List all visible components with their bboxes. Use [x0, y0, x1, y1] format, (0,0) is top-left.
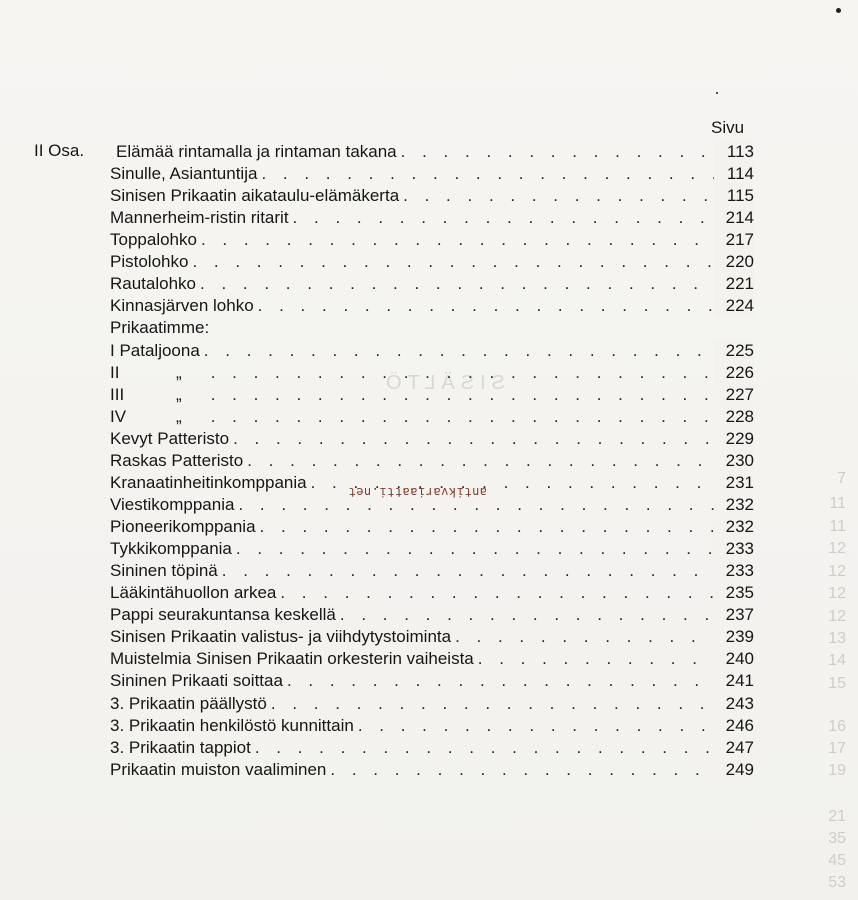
toc-entry-page-number: 240 — [714, 648, 754, 670]
toc-entry-title: Kevyt Patteristo — [110, 429, 230, 448]
watermark-text: antikvariaatti.net — [348, 485, 488, 499]
dot-leader — [451, 626, 754, 648]
toc-entry-page-number: 230 — [714, 450, 754, 472]
show-through-numbers: 16 — [828, 718, 846, 735]
dot-leader — [289, 207, 754, 229]
dot-leader — [354, 715, 754, 737]
toc-entry-page-number: 243 — [714, 693, 754, 715]
dot-leader — [200, 340, 754, 362]
toc-entry-page-number: 247 — [714, 737, 754, 759]
toc-entry-title: Elämää rintamalla ja rintaman takana — [116, 142, 397, 161]
dot-leader — [251, 737, 754, 759]
dot-leader — [207, 406, 754, 428]
show-through-text: SISÄLTÖ — [380, 372, 505, 394]
dot-leader — [229, 428, 754, 450]
toc-entry-title: Toppalohko — [110, 230, 197, 249]
toc-entry — [110, 538, 754, 560]
toc-entry-page-number: 239 — [714, 626, 754, 648]
ink-speck — [716, 92, 718, 94]
toc-entry — [110, 715, 754, 737]
toc-entry-page-number: 233 — [714, 560, 754, 582]
dot-leader — [256, 516, 754, 538]
show-through-numbers: 21 — [828, 808, 846, 825]
toc-entry-title: Kinnasjärven lohko — [110, 296, 254, 315]
dot-leader — [283, 670, 754, 692]
show-through-numbers: 15 — [828, 675, 846, 692]
dot-leader — [234, 494, 754, 516]
toc-entry-title: Pioneerikomppania — [110, 517, 256, 536]
toc-entry-title: Sinisen Prikaatin valistus- ja viihdytystoiminta — [110, 627, 452, 646]
toc-entry-title: Pappi seurakuntansa keskellä — [110, 605, 336, 624]
show-through-numbers: 35 — [828, 830, 846, 847]
dot-leader — [243, 450, 754, 472]
toc-entry-page-number: 249 — [714, 759, 754, 781]
toc-entry-title: 3. Prikaatin henkilöstö kunnittain — [110, 716, 354, 735]
toc-entry — [110, 273, 754, 295]
dot-leader — [207, 384, 754, 406]
toc-entry — [110, 207, 754, 229]
toc-entry-page-number: 225 — [714, 340, 754, 362]
dot-leader — [276, 582, 754, 604]
toc-entry-title: Pistolohko — [110, 252, 189, 271]
toc-entry-page-number: 232 — [714, 516, 754, 538]
toc-entry-title: Prikaatimme: — [110, 318, 210, 337]
show-through-numbers: 53 — [828, 874, 846, 891]
toc-entry-title: Prikaatin muiston vaaliminen — [110, 760, 327, 779]
dot-leader — [218, 560, 754, 582]
toc-entry-title: Kranaatinheitinkomppania — [110, 473, 307, 492]
toc-entry — [110, 163, 754, 185]
show-through-numbers: 13 — [828, 630, 846, 647]
toc-entry-title: Sinulle, Asiantuntija — [110, 164, 258, 183]
toc-entry — [116, 141, 754, 163]
toc-entry-page-number: 226 — [714, 362, 754, 384]
toc-entry — [110, 384, 754, 406]
toc-entry-title: Muistelmia Sinisen Prikaatin orkesterin vaiheista — [110, 649, 474, 668]
toc-entry — [110, 737, 754, 759]
toc-entry — [110, 560, 754, 582]
toc-entry-page-number: 231 — [714, 472, 754, 494]
toc-entry — [110, 604, 754, 626]
toc-entry — [110, 251, 754, 273]
toc-entry-page-number: 232 — [714, 494, 754, 516]
dot-leader — [397, 141, 754, 163]
show-through-numbers: 7 — [837, 470, 846, 487]
toc-entry-title: II — [110, 363, 120, 382]
show-through-numbers: 45 — [828, 852, 846, 869]
toc-entry-title: Rautalohko — [110, 274, 197, 293]
toc-entry — [110, 229, 754, 251]
toc-entry — [110, 648, 754, 670]
toc-entry-page-number: 214 — [714, 207, 754, 229]
show-through-numbers: 12 — [828, 608, 846, 625]
toc-entry-title: Sininen Prikaati soittaa — [110, 671, 283, 690]
dot-leader — [399, 185, 754, 207]
toc-entry-page-number: 115 — [714, 185, 754, 207]
show-through-numbers: 19 — [828, 762, 846, 779]
toc-entry — [110, 450, 754, 472]
toc-entry-page-number: 221 — [714, 273, 754, 295]
part-label: II Osa. — [34, 141, 85, 160]
toc-entry — [110, 626, 754, 648]
toc-entry-page-number: 227 — [714, 384, 754, 406]
toc-entry-title: Raskas Patteristo — [110, 451, 244, 470]
show-through-numbers: 12 — [828, 585, 846, 602]
dot-leader — [267, 693, 754, 715]
toc-entry-page-number: 237 — [714, 604, 754, 626]
toc-entry-page-number: 246 — [714, 715, 754, 737]
toc-entry — [110, 759, 754, 781]
toc-entry-title: Lääkintähuollon arkea — [110, 583, 277, 602]
toc-entry-page-number: 233 — [714, 538, 754, 560]
dot-leader — [207, 362, 754, 384]
dot-leader — [197, 229, 754, 251]
toc-entry-page-number: 229 — [714, 428, 754, 450]
ink-speck — [836, 8, 841, 13]
toc-entry-title: 3. Prikaatin päällystö — [110, 694, 267, 713]
toc-entry-title: III — [110, 385, 125, 404]
toc-entry — [110, 340, 754, 362]
toc-entry — [110, 516, 754, 538]
toc-entry-page-number: 224 — [714, 295, 754, 317]
toc-entry-page-number: 113 — [714, 141, 754, 163]
toc-entry-page-number: 235 — [714, 582, 754, 604]
toc-entry — [110, 317, 754, 339]
toc-entry — [110, 185, 754, 207]
dot-leader — [232, 538, 754, 560]
toc-entry-title: Sinisen Prikaatin aikataulu-elämäkerta — [110, 186, 400, 205]
show-through-numbers: 11 — [829, 495, 846, 512]
show-through-numbers: 17 — [828, 740, 846, 757]
toc-entry-title: I Pataljoona — [110, 341, 200, 360]
ditto-mark: „ — [176, 363, 182, 382]
toc-entry — [110, 295, 754, 317]
toc-entry-title: Mannerheim-ristin ritarit — [110, 208, 289, 227]
toc-entry — [110, 693, 754, 715]
toc-entry-title: Tykkikomppania — [110, 539, 232, 558]
dot-leader — [257, 163, 754, 185]
show-through-numbers: 11 — [829, 518, 846, 535]
toc-entry — [110, 670, 754, 692]
toc-entry — [110, 362, 754, 384]
toc-entry-title: IV — [110, 407, 127, 426]
dot-leader — [188, 251, 754, 273]
dot-leader — [254, 295, 754, 317]
ditto-mark: „ — [176, 385, 182, 404]
toc-entry — [110, 406, 754, 428]
dot-leader — [326, 759, 754, 781]
page-column-header: Sivu — [711, 118, 745, 137]
dot-leader — [196, 273, 754, 295]
show-through-numbers: 14 — [828, 652, 846, 669]
toc-entry-title: Sininen töpinä — [110, 561, 218, 580]
toc-entry-page-number: 228 — [714, 406, 754, 428]
toc-entry-page-number: 220 — [714, 251, 754, 273]
toc-entry-page-number: 114 — [714, 163, 754, 185]
toc-entry — [110, 428, 754, 450]
toc-entry-page-number: 217 — [714, 229, 754, 251]
toc-entry-title: Viestikomppania — [110, 495, 235, 514]
dot-leader — [336, 604, 754, 626]
show-through-numbers: 12 — [828, 540, 846, 557]
toc-entry-title: 3. Prikaatin tappiot — [110, 738, 251, 757]
show-through-numbers: 12 — [828, 563, 846, 580]
dot-leader — [474, 648, 754, 670]
ditto-mark: „ — [176, 407, 182, 426]
toc-entry-page-number: 241 — [714, 670, 754, 692]
toc-entry — [110, 582, 754, 604]
